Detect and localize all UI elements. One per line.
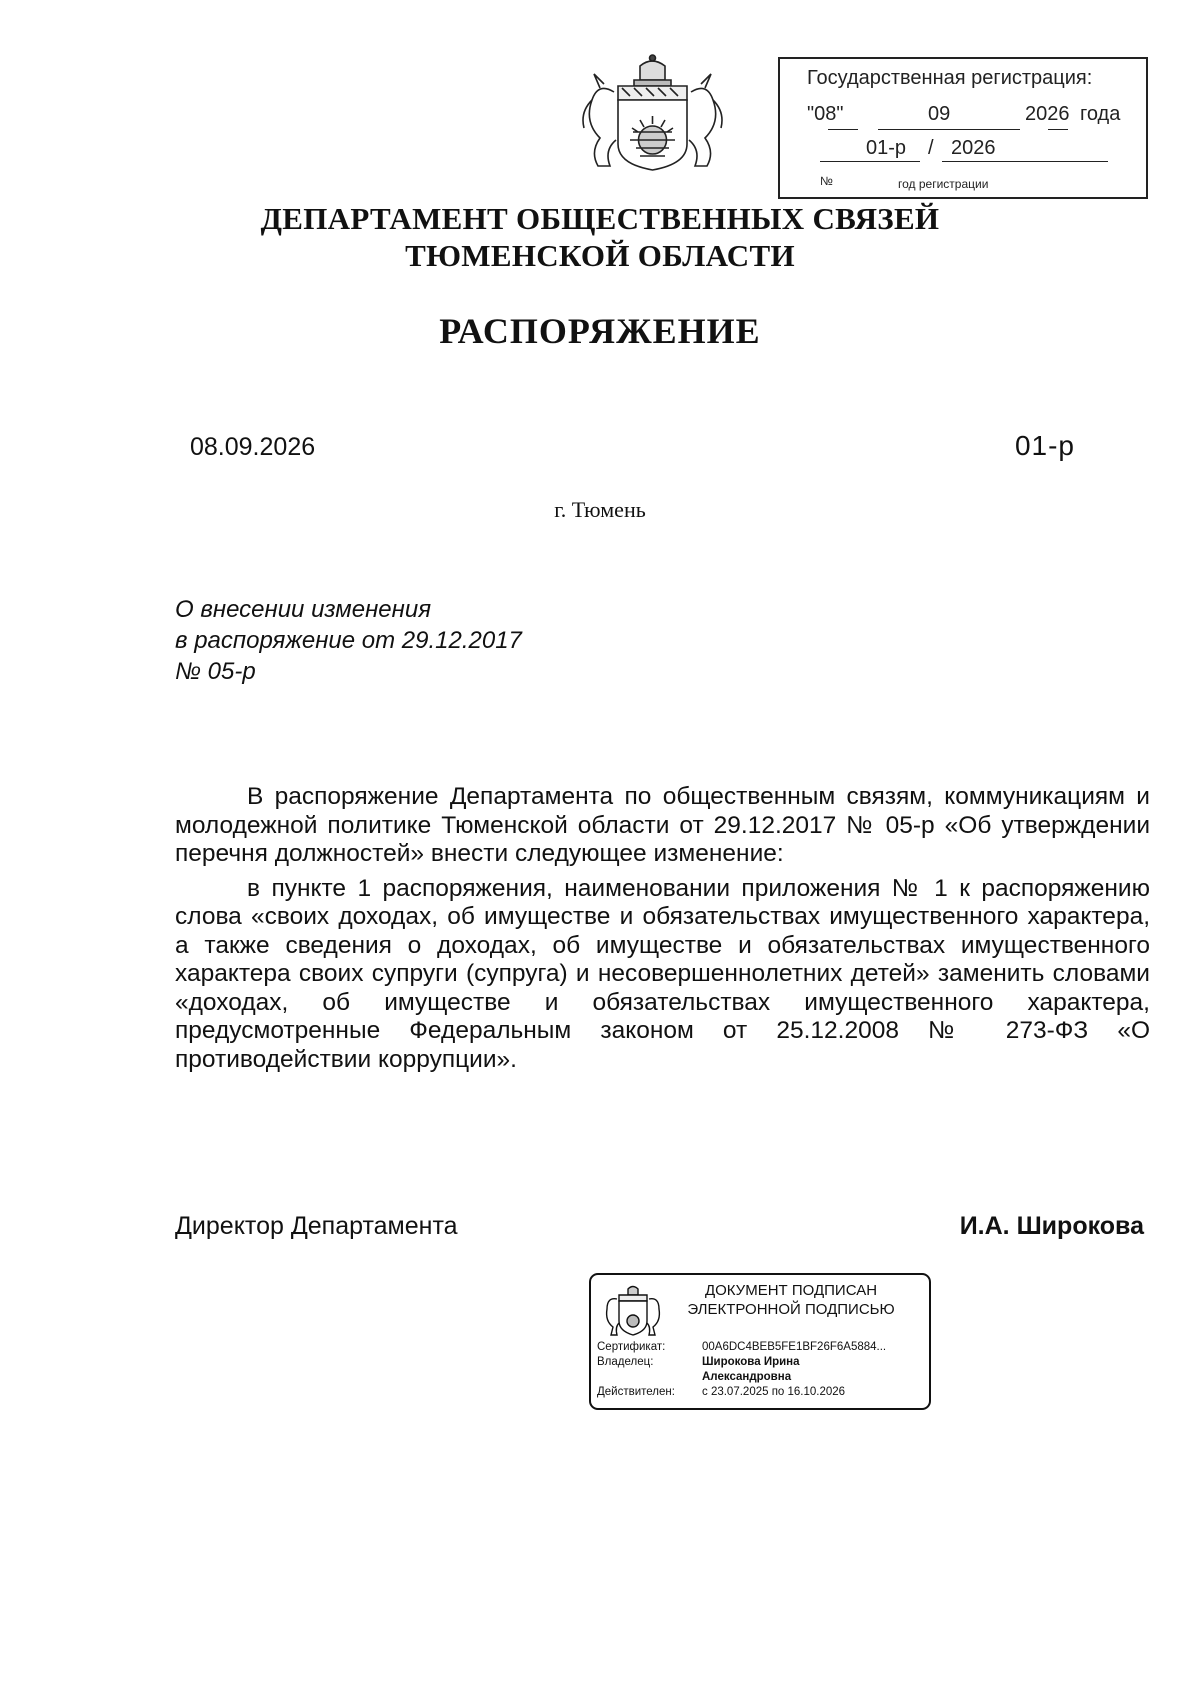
registration-year: 2026	[1025, 103, 1070, 125]
signatory-name: И.А. Широкова	[959, 1212, 1144, 1240]
stamp-heading-line2: ЭЛЕКТРОННОЙ ПОДПИСЬЮ	[687, 1301, 895, 1318]
stamp-heading-line1: ДОКУМЕНТ ПОДПИСАН	[704, 1282, 878, 1299]
registration-title: Государственная регистрация:	[807, 67, 1093, 89]
electronic-signature-stamp	[589, 1273, 931, 1410]
department-name-line2: ТЮМЕНСКОЙ ОБЛАСТИ	[405, 238, 795, 273]
state-registration-box: Государственная регистрация: "08" 09 2026 года 01-р / 2026 № год регистрации	[778, 57, 1148, 199]
coat-of-arms-emblem	[570, 52, 735, 172]
registration-year-caption: год регистрации	[898, 177, 989, 191]
department-name-line1: ДЕПАРТАМЕНТ ОБЩЕСТВЕННЫХ СВЯЗЕЙ	[260, 201, 940, 236]
subject-line2: в распоряжение от 29.12.2017	[175, 627, 522, 654]
document-date: 08.09.2026	[190, 433, 316, 461]
document-subject	[175, 594, 522, 687]
validity-value: с 23.07.2025 по 16.10.2026	[702, 1386, 846, 1398]
subject-line1: О внесении изменения	[175, 596, 432, 623]
document-type-title: РАСПОРЯЖЕНИЕ	[439, 311, 761, 351]
document-body	[175, 783, 1150, 1074]
registration-number: 01-р	[866, 137, 907, 159]
document-number: 01-р	[1014, 430, 1075, 461]
document-city: г. Тюмень	[554, 497, 646, 522]
owner-label: Владелец:	[597, 1356, 654, 1368]
owner-name-line2: Александровна	[702, 1371, 792, 1383]
signatory-role: Директор Департамента	[175, 1212, 458, 1240]
owner-name-line1: Широкова Ирина	[702, 1356, 800, 1368]
stamp-coat-of-arms-icon	[601, 1283, 665, 1339]
body-paragraph-2: в пункте 1 распоряжения, наименовании приложения № 1 к распоряжению слова «своих доходах, об имуществе и обязательствах имущественного характера, а также сведения о доходах, об имуществе и обязательствах имущественного характера своих супруги (супруга) и несовершеннолетних детей» заменить словами «доходах, об имуществе и обязательствах имущественного характера, предусмотренные Федеральным законом от 25.12.2008 № 273-ФЗ «О противодействии коррупции».	[175, 874, 1150, 1073]
registration-month: 09	[928, 103, 951, 125]
certificate-label: Сертификат:	[597, 1341, 666, 1353]
body-paragraph-1: В распоряжение Департамента по общественным связям, коммуникациям и молодежной политике Тюменской области от 29.12.2017 № 05-р «Об утверждении перечня должностей» внести следующее изменение:	[175, 783, 1150, 867]
registration-day: "08"	[807, 103, 844, 125]
certificate-value: 00A6DC4BEB5FE1BF26F6A5884...	[702, 1341, 887, 1353]
subject-line3: № 05-р	[175, 658, 256, 685]
registration-number-caption: №	[820, 174, 833, 188]
validity-label: Действителен:	[597, 1386, 675, 1398]
registration-year-suffix: года	[1080, 103, 1121, 125]
registration-reg-year: 2026	[951, 137, 996, 159]
